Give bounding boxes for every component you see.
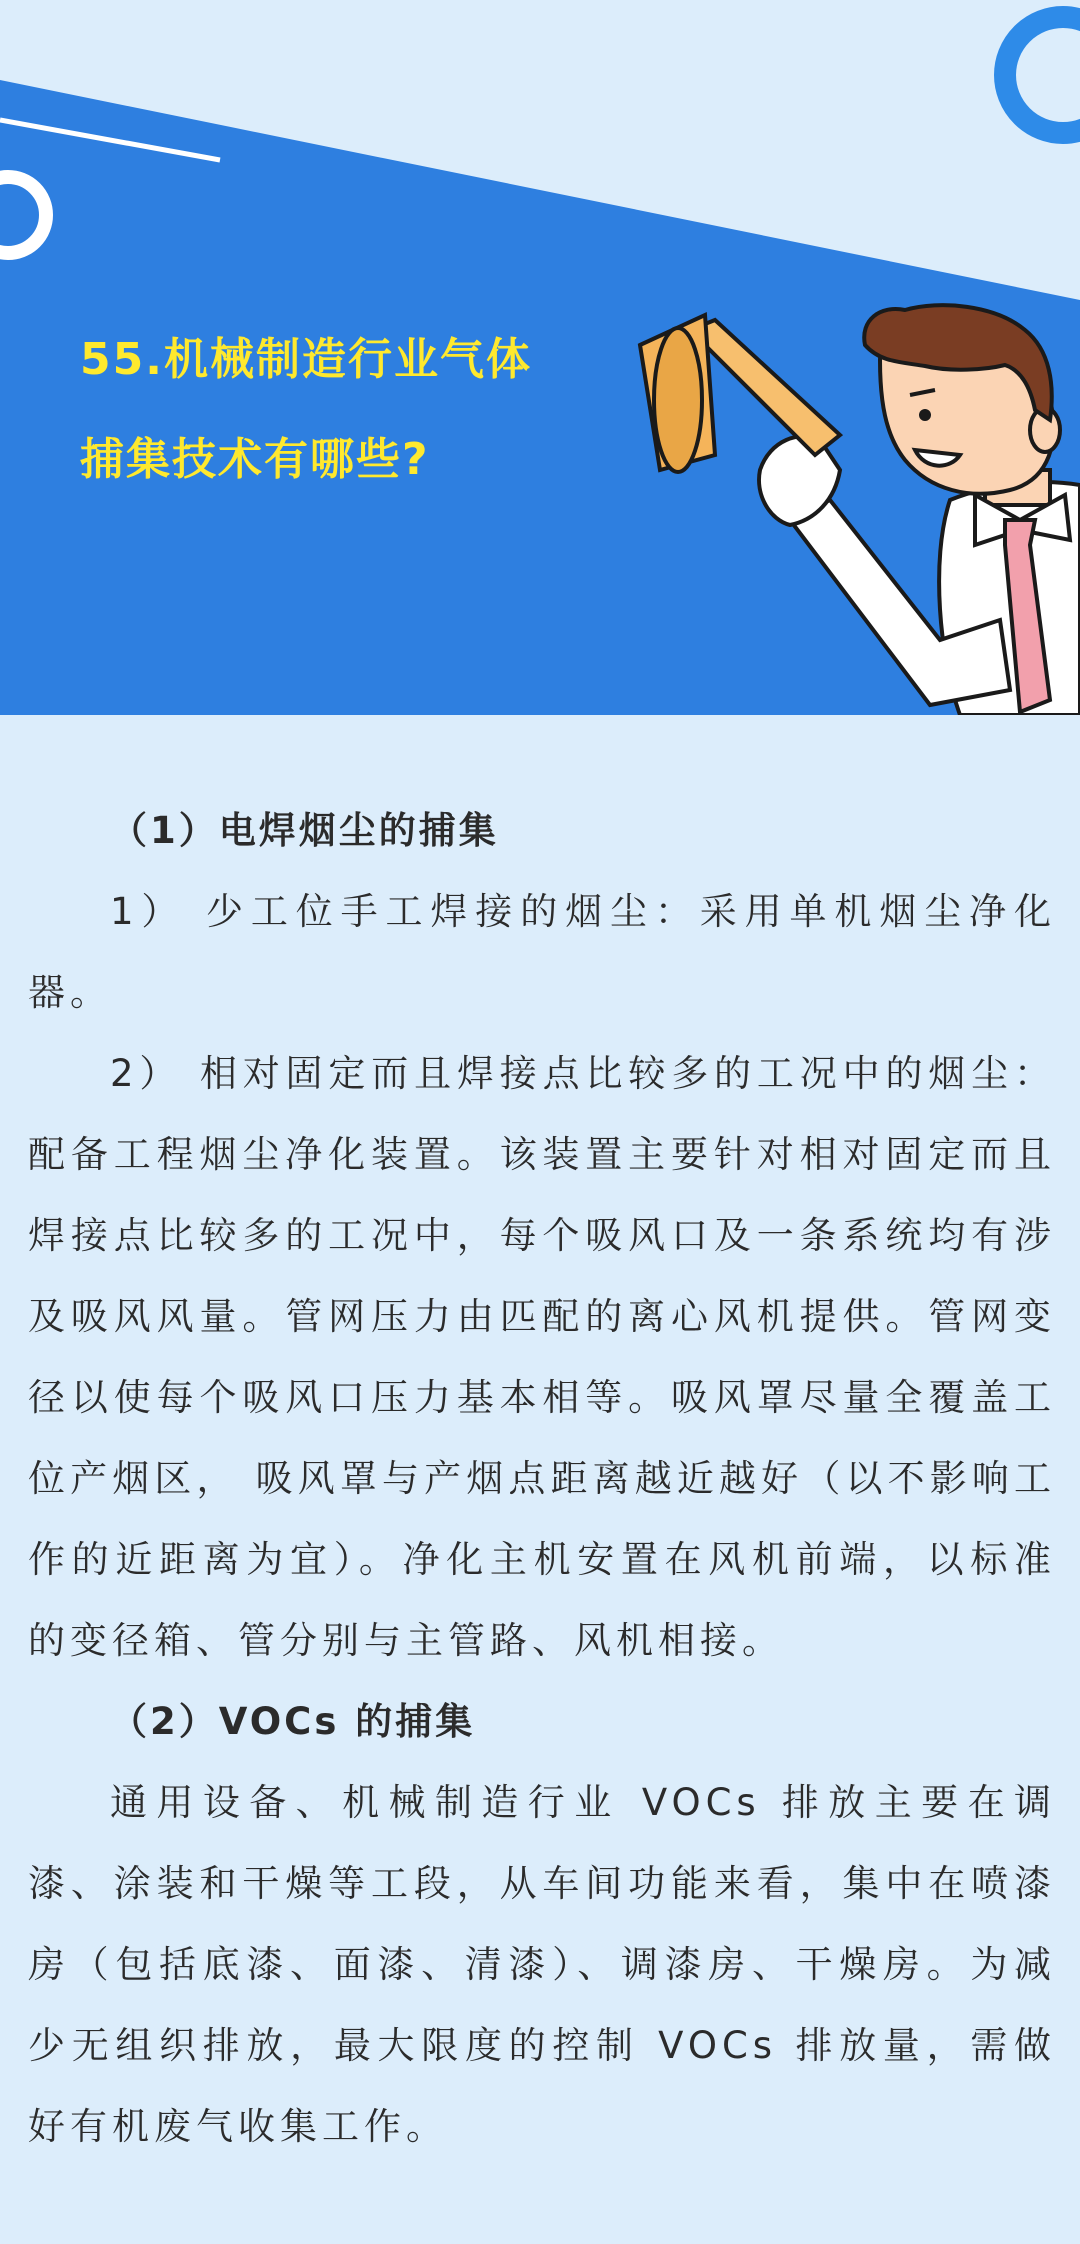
header-banner xyxy=(0,0,1080,715)
title-line-2: 捕集技术有哪些? xyxy=(80,434,430,485)
section-heading-vocs: （2）VOCs 的捕集 xyxy=(110,1700,476,1743)
paragraph-vocs: 通用设备、机械制造行业 VOCs 排放主要在调漆、涂装和干燥等工段，从车间功能来看，集中在喷漆房（包括底漆、面漆、清漆）、调漆房、干燥房。为减少无组织排放，最大限度的控制 VOCs 排放量，需做好有机废气收集工作。 xyxy=(28,1781,1056,2148)
article-body xyxy=(28,790,1056,2167)
ring-right xyxy=(1005,17,1080,133)
page-title xyxy=(80,310,532,510)
title-line-1: 55.机械制造行业气体 xyxy=(80,334,532,385)
paragraph-fixed-station: 2） 相对固定而且焊接点比较多的工况中的烟尘：配备工程烟尘净化装置。该装置主要针对相对固定而且焊接点比较多的工况中，每个吸风口及一条系统均有涉及吸风风量。管网压力由匹配的离心风机提供。管网变径以使每个吸风口压力基本相等。吸风罩尽量全覆盖工位产烟区， 吸风罩与产烟点距离越近越好（以不影响工作的近距离为宜）。净化主机安置在风机前端，以标准的变径箱、管分别与主管路、风机相接。 xyxy=(28,1052,1056,1662)
section-heading-welding-fume: （1）电焊烟尘的捕集 xyxy=(110,809,499,852)
paragraph-single-station: 1） 少工位手工焊接的烟尘：采用单机烟尘净化器。 xyxy=(28,890,1056,1014)
